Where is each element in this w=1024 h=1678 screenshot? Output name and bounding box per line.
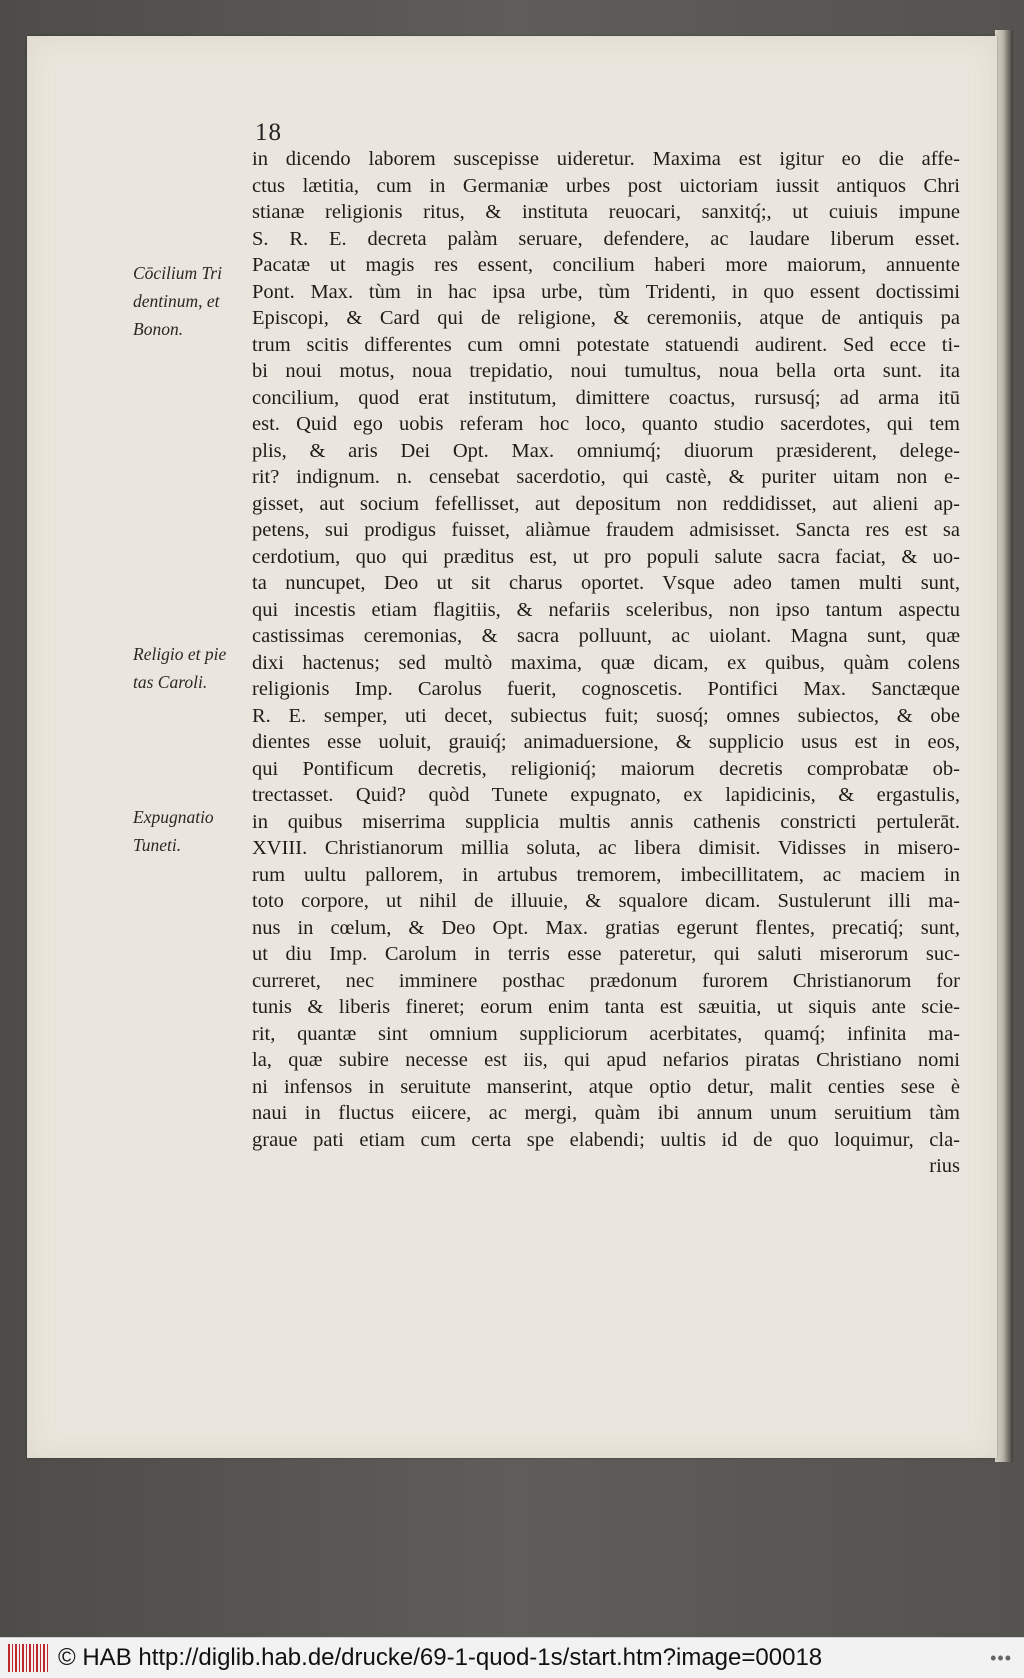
text-line: tunis & liberis fineret; eorum enim tanta est sæuitia, ut siquis ante scie- xyxy=(252,996,960,1018)
text-line: naui in fluctus eiicere, ac mergi, quàm ibi annum unum seruitium tàm xyxy=(252,1102,960,1124)
marginal-line: Expugnatio xyxy=(133,807,214,827)
text-line: rit? indignum. n. censebat sacerdotio, qui castè, & puriter uitam non e- xyxy=(252,466,960,488)
text-line: dientes esse uoluit, grauiq́; animaduersione, & supplicio usus est in eos, xyxy=(252,731,960,753)
text-line: in quibus miserrima supplicia multis annis cathenis constricti pertulerāt. xyxy=(252,810,960,833)
text-line: toto corpore, ut nihil de illuuie, & squalore dicam. Sustulerunt illi ma- xyxy=(252,890,960,912)
text-line: petens, sui prodigus fuisset, aliàmue fraudem admisisset. Sancta res est sa xyxy=(252,519,960,541)
barcode-icon xyxy=(8,1644,48,1672)
text-line: rum uultu pallorem, in artubus tremorem, imbecillitatem, ac maciem in xyxy=(252,863,960,886)
more-icon[interactable]: ••• xyxy=(990,1647,1012,1668)
text-line: bi noui motus, noua trepidatio, noui tumultus, noua bella orta sunt. ita xyxy=(252,360,960,382)
marginal-line: Tuneti. xyxy=(133,835,182,855)
text-line: qui incestis etiam flagitiis, & nefariis sceleribus, non ipso tantum aspectu xyxy=(252,598,960,621)
text-line: XVIII. Christianorum millia soluta, ac libera dimisit. Vidisses in misero- xyxy=(252,837,960,859)
text-line: Pont. Max. tùm in hac ipsa urbe, tùm Tridenti, in quo essent doctissimi xyxy=(252,280,960,303)
text-line: trum scitis differentes cum omni potestate statuendi audirent. Sed ecce ti- xyxy=(252,333,960,356)
text-line: concilium, quod erat institutum, dimittere coactus, rursusq́; ad arma itū xyxy=(252,386,960,409)
text-line: rit, quantæ sint omnium suppliciorum acerbitates, quamq́; infinita ma- xyxy=(252,1022,960,1045)
marginal-line: Cōcilium Tri xyxy=(133,263,222,283)
text-line: Episcopi, & Card qui de religione, & ceremoniis, atque de antiquis pa xyxy=(252,307,960,329)
text-line: R. E. semper, uti decet, subiectus fuit; suosq́; omnes subiectos, & obe xyxy=(252,704,960,727)
text-line: ni infensos in seruitute manserint, atque optio detur, malit centies sese è xyxy=(252,1075,960,1098)
text-line: qui Pontificum decretis, religioniq́; maiorum decretis comprobatæ ob- xyxy=(252,757,960,780)
text-line: in dicendo laborem suscepisse uideretur. Maxima est igitur eo die affe- xyxy=(252,148,960,170)
text-line: graue pati etiam cum certa spe elabendi; uultis id de quo loquimur, cla- xyxy=(252,1128,960,1151)
text-line: est. Quid ego uobis referam hoc loco, quanto studio sacerdotes, qui tem xyxy=(252,413,960,435)
marginal-note-religion xyxy=(133,640,258,696)
marginal-line: tas Caroli. xyxy=(133,672,208,692)
text-line: ut diu Imp. Carolum in terris esse pateretur, qui saluti miserorum suc- xyxy=(252,943,960,965)
page-number: 18 xyxy=(255,119,282,146)
text-line: plis, & aris Dei Opt. Max. omniumq́; diuorum præsiderent, delege- xyxy=(252,439,960,462)
text-line: castissimas ceremonias, & sacra polluunt, ac uiolant. Magna sunt, quæ xyxy=(252,625,960,647)
copyright-url[interactable]: © HAB http://diglib.hab.de/drucke/69-1-quod-1s/start.htm?image=00018 xyxy=(58,1644,823,1671)
text-line: religionis Imp. Carolus fuerit, cognoscetis. Pontifici Max. Sanctæque xyxy=(252,678,960,700)
marginal-line: Bonon. xyxy=(133,319,184,339)
text-line: nus in cœlum, & Deo Opt. Max. gratias egerunt flentes, precatiq́; sunt, xyxy=(252,916,960,939)
marginal-note-council xyxy=(133,259,258,343)
text-line: dixi hactenus; sed multò maxima, quæ dicam, ex quibus, quàm colens xyxy=(252,651,960,674)
text-line: Pacatæ ut magis res essent, concilium haberi more maiorum, annuente xyxy=(252,254,960,276)
text-line: stianæ religionis ritus, & instituta reuocari, sanxitq́;, ut cuiuis impune xyxy=(252,201,960,223)
page-edge xyxy=(995,30,1013,1462)
text-line: S. R. E. decreta palàm seruare, defendere, ac laudare liberum esset. xyxy=(252,227,960,250)
text-line: rius xyxy=(929,1155,960,1177)
marginal-note-tunis xyxy=(133,803,258,859)
text-line: cerdotium, quo qui præditus est, ut pro populi salute sacra faciat, & uo- xyxy=(252,545,960,568)
marginal-line: Religio et pie xyxy=(133,644,227,664)
text-line: la, quæ subire necesse est iis, qui apud nefarios piratas Christiano nomi xyxy=(252,1049,960,1071)
viewer-footer xyxy=(0,1637,1024,1678)
text-line: trectasset. Quid? quòd Tunete expugnato, ex lapidicinis, & ergastulis, xyxy=(252,784,960,806)
text-line: ctus lætitia, cum in Germaniæ urbes post uictoriam iussit antiquos Chri xyxy=(252,174,960,197)
text-line: ta nuncupet, Deo ut sit charus oportet. Vsque adeo tamen multi sunt, xyxy=(252,572,960,594)
text-line: gisset, aut socium fefellisset, aut depositum non reddidisset, aut alieni ap- xyxy=(252,492,960,515)
marginal-line: dentinum, et xyxy=(133,291,220,311)
text-line: curreret, nec imminere posthac prædonum furorem Christianorum for xyxy=(252,969,960,992)
body-text xyxy=(252,146,960,1180)
